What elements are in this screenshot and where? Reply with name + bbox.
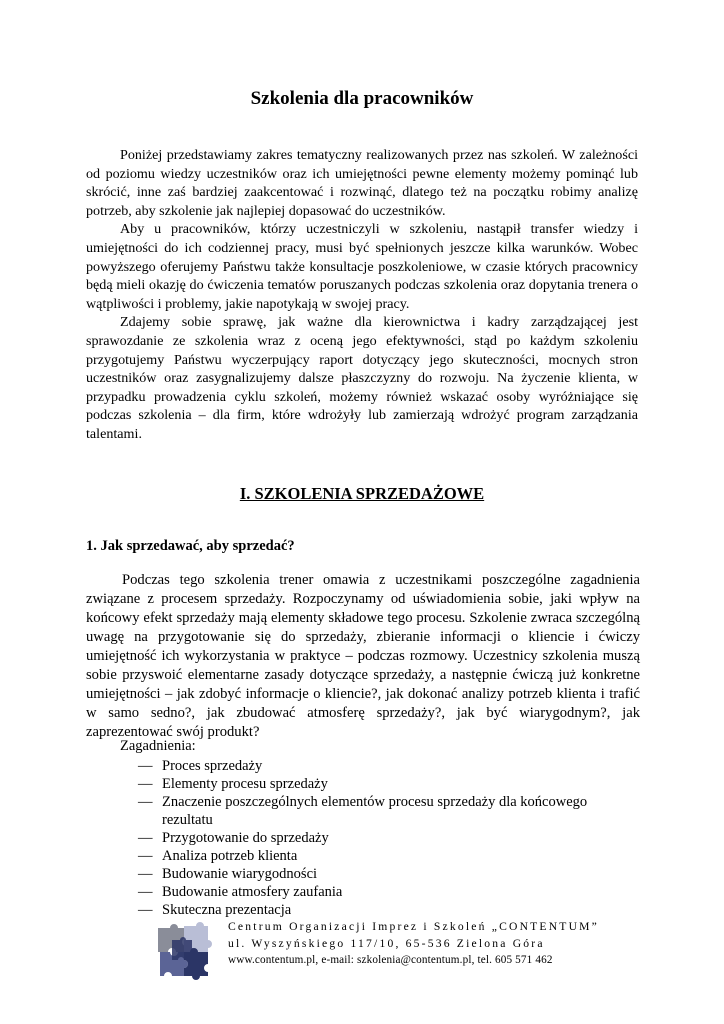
puzzle-pieces-icon [154, 922, 212, 980]
intro-paragraph: Aby u pracowników, którzy uczestniczyli w szkoleniu, nastąpił transfer wiedzy i umiejętności do ich codziennej pracy, musi być spełnionych jeszcze kilka warunków. Wobec powyższego oferujemy Państwu także konsultacje poszkoleniowe, w czasie których pracownicy będą mieli okazję do ćwiczenia tematów poruszanych podczas szkolenia oraz dopytania trenera o wątpliwości i problemy, jakie napotykają w swojej pracy. [86, 221, 638, 312]
section-paragraph: Podczas tego szkolenia trener omawia z uczestnikami poszczególne zagadnienia związane z procesem sprzedaży. Rozpoczynamy od uświadomienia sobie, jaki wpływ na końcowy efekt sprzedaży mają elementy składowe tego procesu. Szkolenie zwraca szczególną uwagę na przygotowanie się do sprzedaży, zbieranie informacji o kliencie i ćwiczy umiejętność ich wykorzystania w praktyce – podczas rozmowy. Uczestnicy szkolenia muszą sobie przyswoić elementarne zasady dotyczące sprzedaży, a następnie ćwiczą już konkretne umiejętności – jak zdobyć informacje o kliencie?, jak dokonać analizy potrzeb klienta i trafić w samo sedno?, jak zbudować atmosferę sprzedaży?, jak być wiarygodnym?, jak zaprezentować swój produkt? [86, 572, 640, 740]
list-item: — Znaczenie poszczególnych elementów procesu sprzedaży dla końcowego rezultatu [138, 793, 598, 829]
puzzle-piece [172, 937, 195, 960]
intro-text [86, 146, 638, 444]
page-title: Szkolenia dla pracowników [250, 88, 474, 109]
subsection-heading: 1. Jak sprzedawać, aby sprzedać? [86, 538, 295, 554]
logo-graphic [154, 922, 212, 980]
section-heading: I. SZKOLENIA SPRZEDAŻOWE [239, 484, 485, 503]
topics-list [138, 757, 598, 919]
list-item: — Analiza potrzeb klienta [138, 847, 598, 865]
topics-label: Zagadnienia: [120, 738, 196, 754]
list-item: — Budowanie wiarygodności [138, 865, 598, 883]
company-contact: www.contentum.pl, e-mail: szkolenia@contentum.pl, tel. 605 571 462 [228, 954, 553, 966]
company-name: Centrum Organizacji Imprez i Szkoleń „CONTENTUM” [228, 920, 599, 933]
list-item: — Elementy procesu sprzedaży [138, 775, 598, 793]
footer [228, 918, 599, 969]
list-item: — Budowanie atmosfery zaufania [138, 883, 598, 901]
list-item: — Przygotowanie do sprzedaży [138, 829, 598, 847]
intro-paragraph: Poniżej przedstawiamy zakres tematyczny realizowanych przez nas szkoleń. W zależności od poziomu wiedzy uczestników oraz ich umiejętności pewne elementy możemy pominąć lub skrócić, inne zaś bardziej zaakcentować i rozwinąć, dlatego też na początku robimy analizę potrzeb, aby szkolenie jak najlepiej dopasować do uczestników. [86, 147, 638, 219]
company-address: ul. Wyszyńskiego 117/10, 65-536 Zielona Góra [228, 937, 545, 950]
intro-paragraph: Zdajemy sobie sprawę, jak ważne dla kierownictwa i kadry zarządzającej jest sprawozdanie ze szkolenia wraz z oceną jego efektywności, stąd po każdym szkoleniu przygotujemy Państwu wyczerpujący raport dotyczący jego skuteczności, mocnych stron uczestników oraz zasygnalizujemy dalsze płaszczyzny do rozwoju. Na życzenie klienta, w przypadku prowadzenia cyklu szkoleń, możemy również wskazać osoby wyróżniające się podczas szkolenia – dla firm, które wdrożyły lub zamierzają wdrożyć program zarządzania talentami. [86, 314, 638, 442]
list-item: — Proces sprzedaży [138, 757, 598, 775]
list-item: — Skuteczna prezentacja [138, 901, 598, 919]
